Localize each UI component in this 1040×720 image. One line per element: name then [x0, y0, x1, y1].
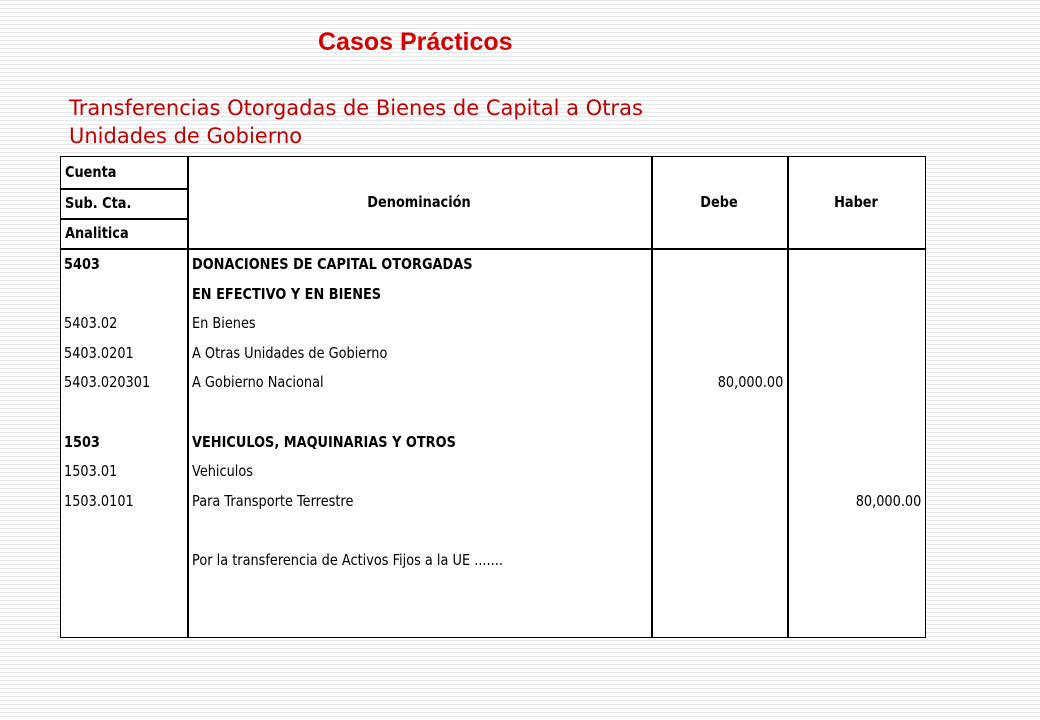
column-divider — [787, 157, 789, 637]
page-title: Casos Prácticos — [318, 28, 513, 56]
subtitle-line-2: Unidades de Gobierno — [69, 124, 303, 148]
account-description: VEHICULOS, MAQUINARIAS Y OTROS — [192, 432, 456, 451]
subtitle-line-1: Transferencias Otorgadas de Bienes de Capital a Otras — [69, 96, 643, 120]
account-description: Para Transporte Terrestre — [192, 491, 354, 510]
debe-amount: 80,000.00 — [717, 373, 783, 392]
page-subtitle — [69, 94, 849, 150]
header-debe: Debe — [700, 193, 738, 211]
header-analitica: Analitica — [65, 224, 129, 242]
account-code: 5403.020301 — [64, 373, 151, 392]
account-description: Por la transferencia de Activos Fijos a la UE ....... — [192, 551, 503, 569]
account-description: EN EFECTIVO Y EN BIENES — [192, 284, 382, 303]
account-description: En Bienes — [192, 314, 256, 333]
account-description: Vehiculos — [192, 462, 253, 481]
header-bottom-line — [61, 248, 925, 250]
account-description: A Gobierno Nacional — [192, 373, 324, 392]
header-divider — [61, 218, 187, 220]
journal-entry-table — [60, 156, 926, 638]
header-haber: Haber — [834, 193, 878, 211]
account-code: 5403.0201 — [64, 343, 134, 362]
account-code: 1503.0101 — [64, 491, 134, 510]
column-divider — [187, 157, 189, 637]
account-description: DONACIONES DE CAPITAL OTORGADAS — [192, 255, 473, 273]
header-sub-cta: Sub. Cta. — [65, 194, 132, 212]
header-cuenta: Cuenta — [65, 163, 117, 181]
account-code: 1503.01 — [64, 462, 118, 481]
haber-amount: 80,000.00 — [855, 491, 921, 510]
account-code: 1503 — [64, 432, 100, 451]
header-divider — [61, 188, 187, 190]
account-code: 5403.02 — [64, 314, 118, 333]
header-denominacion: Denominación — [367, 193, 471, 211]
account-code: 5403 — [64, 255, 100, 273]
account-description: A Otras Unidades de Gobierno — [192, 343, 388, 362]
column-divider — [651, 157, 653, 637]
